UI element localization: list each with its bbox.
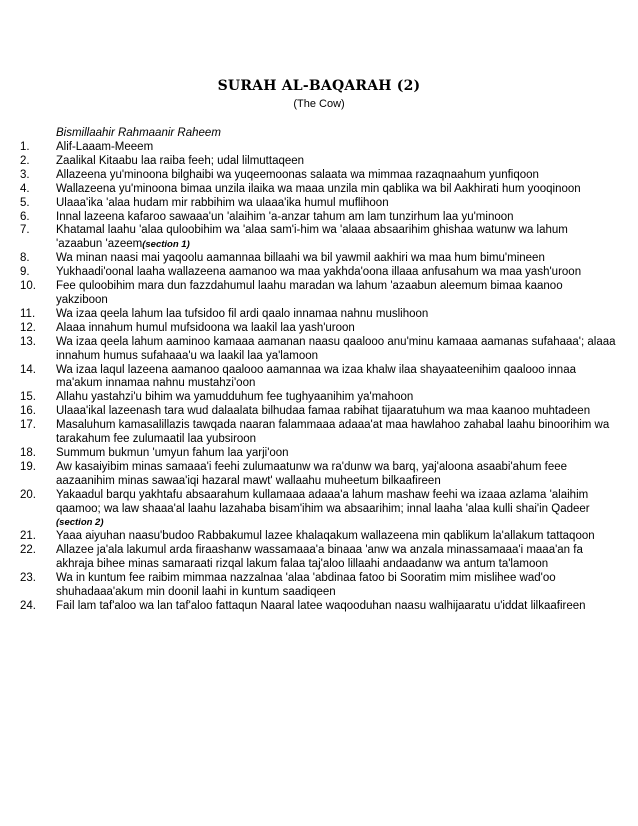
verse-text: Summum bukmun 'umyun fahum laa yarji'oon bbox=[56, 446, 289, 459]
verse-item bbox=[20, 530, 620, 544]
verse-text: Allahu yastahzi'u bihim wa yamudduhum fee tughyaanihim ya'mahoon bbox=[56, 391, 414, 404]
verse-number: 15. bbox=[20, 391, 36, 404]
verse-item bbox=[20, 544, 620, 572]
verse-number: 18. bbox=[20, 446, 36, 459]
verse-number: 13. bbox=[20, 335, 36, 348]
verse-number: 14. bbox=[20, 363, 36, 376]
verse-number: 23. bbox=[20, 572, 36, 585]
verse-number: 5. bbox=[20, 196, 30, 209]
page-title: SURAH AL-BAQARAH (2) bbox=[217, 78, 421, 94]
verse-text: Aw kasaiyibim minas samaaa'i feehi zulumaatunw wa ra'dunw wa barq, yaj'aloona asaabi'ahum feee aazaanihim minas sawaa'iqi hazaral mawt' wallaahu muheetum bilkaafireen bbox=[56, 460, 568, 487]
verse-number: 9. bbox=[20, 266, 30, 279]
verse-list bbox=[20, 141, 620, 614]
verse-text: Wa izaa qeela lahum aaminoo kamaaa aamanan naasu qaalooo anu'minu kamaaa aamanas sufahaaa'; alaaa innahum humus sufahaaa'u wa laakil laa ya'lamoon bbox=[56, 335, 616, 362]
verse-number: 11. bbox=[20, 307, 36, 320]
verse-item bbox=[20, 461, 620, 489]
section-marker: (section 1) bbox=[142, 239, 190, 251]
verse-item bbox=[20, 155, 620, 169]
verse-number: 19. bbox=[20, 460, 36, 473]
verse-text: Allazee ja'ala lakumul arda firaashanw wassamaaa'a binaaa 'anw wa anzala minassamaaa'i maaa'an fa akhraja bihee minas samaraati rizqal lakum falaa taj'aloo lillaahi andaadanw wa antum ta'lamoon bbox=[56, 544, 583, 571]
verse-number: 7. bbox=[20, 224, 30, 237]
verse-text: Fail lam taf'aloo wa lan taf'aloo fattaqun Naaral latee waqooduhan naasu walhijaaratu u'iddat lilkaafireen bbox=[56, 599, 586, 612]
verse-number: 4. bbox=[20, 182, 30, 195]
verse-text: Alif-Laaam-Meeem bbox=[56, 141, 154, 153]
verse-number: 1. bbox=[20, 141, 30, 153]
verse-item bbox=[20, 364, 620, 392]
verse-text: Ulaaa'ikal lazeenash tara wud dalaalata bilhudaa famaa rabihat tijaaratuhum wa maa kaanoo muhtadeen bbox=[56, 405, 591, 418]
verse-text: Allazeena yu'minoona bilghaibi wa yuqeemoonas salaata wa mimmaa razaqnaahum yunfiqoon bbox=[56, 168, 539, 181]
verse-item bbox=[20, 600, 620, 614]
verse-item bbox=[20, 447, 620, 461]
verse-text: Wa in kuntum fee raibim mimmaa nazzalnaa 'alaa 'abdinaa fatoo bi Sooratim mim mislihee wad'oo shuhadaaa'akum min doonil laahi in kuntum saadiqeen bbox=[56, 572, 556, 598]
verse-text: Alaaa innahum humul mufsidoona wa laakil laa yash'uroon bbox=[56, 321, 355, 334]
verse-item bbox=[20, 391, 620, 405]
verse-text: Innal lazeena kafaroo sawaaa'un 'alaihim 'a-anzar tahum am lam tunzirhum laa yu'minoon bbox=[56, 210, 514, 223]
verse-number: 10. bbox=[20, 280, 36, 293]
page-subtitle: (The Cow) bbox=[293, 98, 345, 110]
verse-text: Wa izaa laqul lazeena aamanoo qaalooo aamannaa wa izaa khalw ilaa shayaateenihim qaalooo innaa ma'akum innamaa nahnu mustahzi'oon bbox=[56, 363, 576, 390]
verse-text: Yakaadul barqu yakhtafu absaarahum kullamaaa adaaa'a lahum mashaw feehi wa izaaa azlama 'alaihim qaamoo; wa law shaaa'al laahu lazahaba bisam'ihim wa absaarihim; innal laaha 'alaa kulli shai'in Qadeer (section 2) bbox=[56, 488, 590, 529]
verse-text: Yaaa aiyuhan naasu'budoo Rabbakumul lazee khalaqakum wallazeena min qablikum la'allakum tattaqoon bbox=[56, 530, 595, 543]
verse-item bbox=[20, 183, 620, 197]
verse-item bbox=[20, 169, 620, 183]
verse-item bbox=[20, 405, 620, 419]
basmala-line: Bismillaahir Rahmaanir Raheem bbox=[56, 127, 221, 139]
verse-item bbox=[20, 572, 620, 600]
verse-text: Yukhaadi'oonal laaha wallazeena aamanoo wa maa yakhda'oona illaaa anfusahum wa maa yash'uroon bbox=[56, 266, 582, 279]
verse-text: Zaalikal Kitaabu laa raiba feeh; udal lilmuttaqeen bbox=[56, 154, 305, 167]
verse-number: 16. bbox=[20, 405, 36, 418]
verse-number: 12. bbox=[20, 321, 36, 334]
verse-number: 17. bbox=[20, 419, 36, 432]
verse-number: 21. bbox=[20, 530, 36, 543]
verse-number: 20. bbox=[20, 488, 36, 501]
verse-item bbox=[20, 266, 620, 280]
section-marker: (section 2) bbox=[56, 517, 104, 529]
verse-item bbox=[20, 419, 620, 447]
verse-text: Masaluhum kamasalillazis tawqada naaran falammaaa adaaa'at maa hawlahoo zahabal laahu binoorihim wa tarakahum fee zulumaatil laa yubsiroon bbox=[56, 419, 610, 446]
verse-text: Fee quloobihim mara dun fazzdahumul laahu maradan wa lahum 'azaabun aleemum bimaa kaanoo yakziboon bbox=[56, 280, 563, 306]
verse-item bbox=[20, 308, 620, 322]
verse-text: Khatamal laahu 'alaa quloobihim wa 'alaa sam'i-him wa 'alaaa absaarihim ghishaa watunw wa lahum 'azaabun 'azeem(section 1) bbox=[56, 224, 568, 251]
verse-item bbox=[20, 322, 620, 336]
verse-item bbox=[20, 211, 620, 225]
verse-item bbox=[20, 489, 620, 531]
verse-text: Wa minan naasi mai yaqoolu aamannaa billaahi wa bil yawmil aakhiri wa maa hum bimu'mineen bbox=[56, 252, 545, 265]
verse-text: Ulaaa'ika 'alaa hudam mir rabbihim wa ulaaa'ika humul muflihoon bbox=[56, 196, 389, 209]
verse-number: 8. bbox=[20, 252, 30, 265]
verse-number: 6. bbox=[20, 210, 30, 223]
verse-text: Wallazeena yu'minoona bimaa unzila ilaika wa maaa unzila min qablika wa bil Aakhirati hum yooqinoon bbox=[56, 182, 581, 195]
verse-number: 3. bbox=[20, 168, 30, 181]
verse-item bbox=[20, 252, 620, 266]
verse-number: 24. bbox=[20, 599, 36, 612]
verse-item bbox=[20, 280, 620, 308]
verse-number: 22. bbox=[20, 544, 36, 557]
verse-item bbox=[20, 224, 620, 252]
verse-item bbox=[20, 197, 620, 211]
verse-number: 2. bbox=[20, 154, 30, 167]
verse-item bbox=[20, 336, 620, 364]
verse-text: Wa izaa qeela lahum laa tufsidoo fil ardi qaalo innamaa nahnu muslihoon bbox=[56, 307, 429, 320]
verse-item bbox=[20, 141, 620, 155]
